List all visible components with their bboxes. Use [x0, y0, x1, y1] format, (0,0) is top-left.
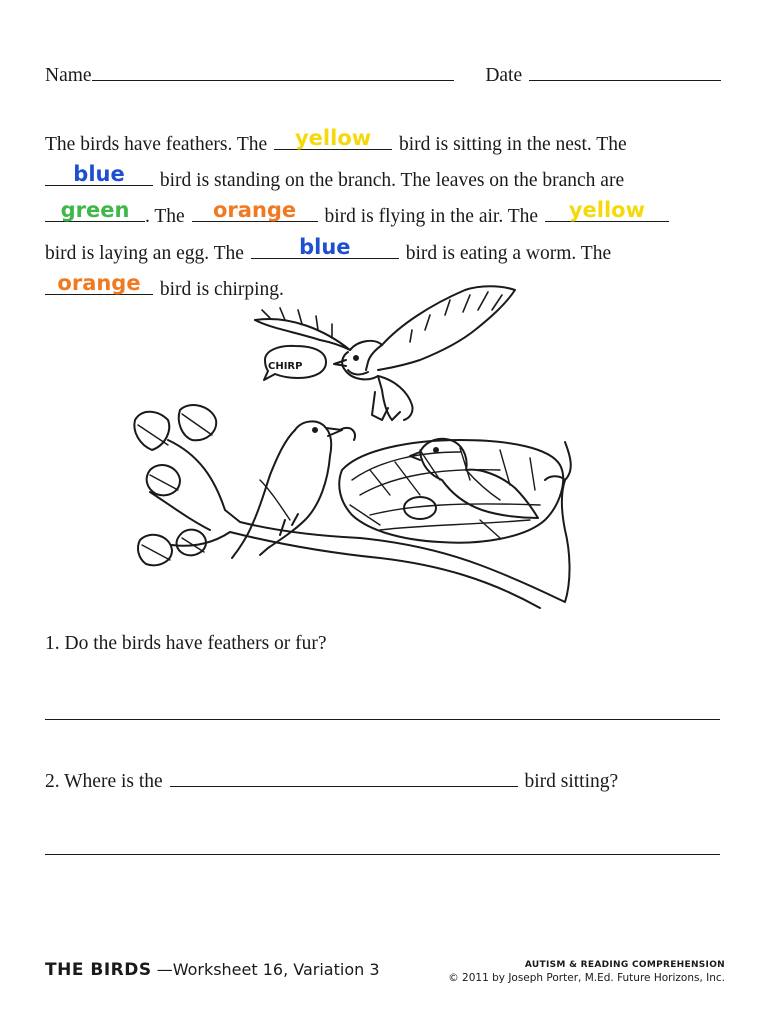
- question-2-text: 2. Where is the: [45, 771, 163, 792]
- leaves-icon: [134, 405, 216, 565]
- date-label: Date: [485, 65, 523, 86]
- fill-answer: yellow: [294, 126, 372, 150]
- date-field[interactable]: [529, 62, 721, 81]
- footer-credits: [448, 960, 725, 984]
- name-label: Name: [45, 65, 92, 86]
- blank-5[interactable]: [545, 198, 669, 222]
- footer-series: AUTISM & READING COMPREHENSION: [524, 960, 725, 970]
- worm-icon: [340, 428, 355, 440]
- passage-text: bird is laying an egg. The: [45, 243, 244, 264]
- passage-text: bird is eating a worm. The: [405, 243, 612, 264]
- passage-line-4: [45, 235, 612, 266]
- branch-icon: [150, 440, 571, 608]
- passage-text: bird is flying in the air. The: [324, 206, 539, 227]
- footer-brand: THE BIRDS: [45, 960, 152, 980]
- passage-text: . The: [145, 206, 185, 227]
- footer-worksheet: —Worksheet 16, Variation 3: [156, 960, 380, 979]
- blank-4[interactable]: [192, 198, 318, 222]
- blank-3[interactable]: [45, 198, 145, 222]
- passage-line-3: [45, 198, 671, 229]
- question-2-text: bird sitting?: [524, 771, 619, 792]
- fill-answer: orange: [57, 271, 141, 295]
- passage-text: The birds have feathers. The: [45, 134, 268, 155]
- question-2-blank[interactable]: [170, 768, 518, 787]
- name-date-row: [45, 62, 723, 88]
- name-field[interactable]: [92, 62, 454, 81]
- passage-line-2: [45, 162, 625, 193]
- speech-bubble-text: CHIRP: [268, 361, 303, 372]
- question-1: 1. Do the birds have feathers or fur?: [45, 633, 327, 654]
- blank-1[interactable]: [274, 126, 392, 150]
- footer-copyright: © 2011 by Joseph Porter, M.Ed. Future Horizons, Inc.: [448, 972, 725, 984]
- answer-line-2[interactable]: [45, 853, 720, 855]
- blank-2[interactable]: [45, 162, 153, 186]
- blank-6[interactable]: [251, 235, 399, 259]
- fill-answer: blue: [299, 235, 351, 259]
- fill-answer: orange: [213, 198, 297, 222]
- passage-text: bird is chirping.: [159, 279, 284, 300]
- birds-nest-illustration: [120, 280, 590, 620]
- flying-bird-icon: [255, 286, 515, 420]
- passage-line-1: [45, 126, 627, 157]
- footer-worksheet-title: [45, 960, 380, 980]
- fill-answer: blue: [73, 162, 125, 186]
- fill-answer: yellow: [568, 198, 645, 222]
- passage-text: bird is sitting in the nest. The: [398, 134, 627, 155]
- answer-line-1[interactable]: [45, 718, 720, 720]
- passage-text: bird is standing on the branch. The leaves on the branch are: [159, 170, 625, 191]
- fill-answer: green: [60, 198, 130, 222]
- question-2: [45, 768, 618, 794]
